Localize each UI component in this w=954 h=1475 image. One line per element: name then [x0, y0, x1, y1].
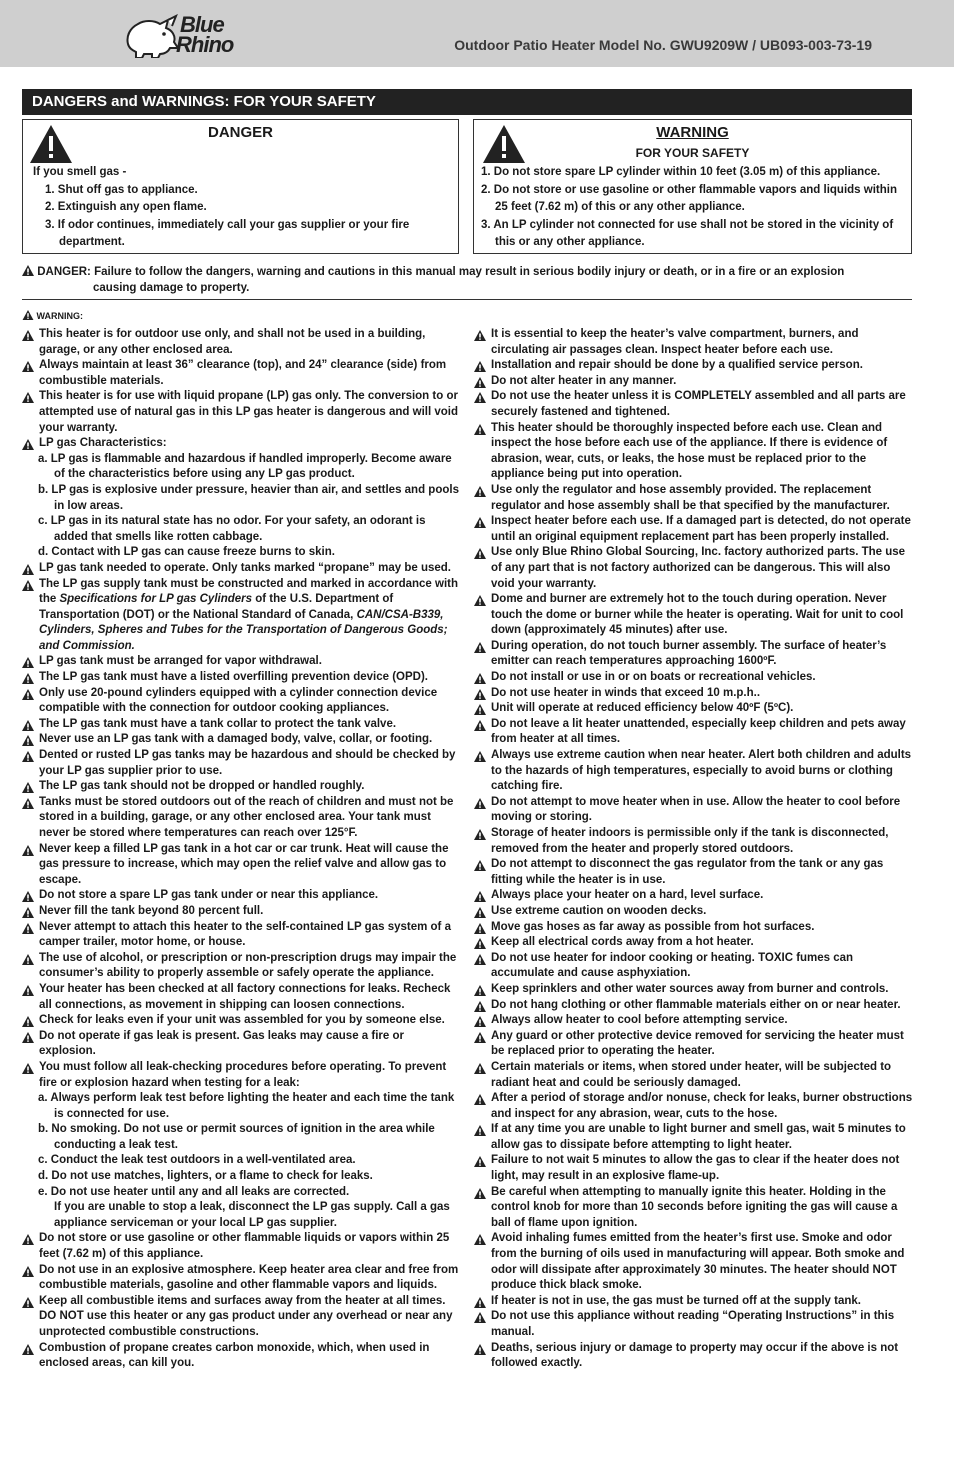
model-number: Outdoor Patio Heater Model No. GWU9209W / UB093-003-73-19 [454, 37, 872, 53]
warning-item [474, 389, 914, 420]
warning-text: Your heater has been checked at all factory connections for leaks. Recheck all connections, as movement in shipping can loosen connections. [39, 982, 451, 1011]
warning-item [22, 1013, 459, 1029]
warning-item [22, 670, 459, 686]
warning-subitem: a. Always perform leak test before lighting the heater and each time the tank is connected for use. [38, 1092, 455, 1120]
warning-text: LP gas Characteristics: [39, 437, 167, 450]
warning-triangle-icon [22, 735, 34, 746]
warning-subitem: a. LP gas is flammable and hazardous if handled improperly. Become aware of the characteristics before using any LP gas product. [38, 452, 452, 481]
warning-item [22, 795, 459, 842]
danger-notice [22, 264, 912, 296]
warning-subitem: e. Do not use heater until any and all leaks are corrected. [38, 1185, 350, 1198]
warning-triangle-icon [22, 1266, 34, 1277]
warning-text: This heater is for outdoor use only, and shall not be used in a building, garage, or any other enclosed area. [39, 328, 426, 356]
warning-item [474, 888, 914, 904]
warning-triangle-icon [474, 377, 486, 388]
warning-item [22, 1341, 459, 1372]
warning-triangle-icon [474, 923, 486, 934]
warning-text: Be careful when attempting to manually ignite this heater. Holding in the control knob for more than 10 seconds before igniting the gas will cause a ball of flame upon ignition. [491, 1185, 898, 1229]
warning-triangle-icon [474, 954, 486, 965]
warning-triangle-icon [22, 782, 34, 793]
warning-text: Any guard or other protective device removed for servicing the heater must be replaced prior to operating the heater. [491, 1029, 904, 1058]
warning-text: Avoid inhaling fumes emitted from the heater’s first use. Smoke and odor from the burning of oils used in manufacturing will appear. Both smoke and odor will dissipate after approximately 30 minutes. The heater should NOT produce thick black smoke. [491, 1232, 905, 1292]
warning-text: Never attempt to attach this heater to the self-contained LP gas system of a camper trailer, motor home, or house. [39, 920, 451, 949]
warning-item [474, 1060, 914, 1091]
warning-triangle-icon [22, 361, 34, 372]
danger-notice-text: Failure to follow the dangers, warning and cautions in this manual may result in serious bodily injury or death, or in a fire or an explosion [94, 266, 845, 278]
warnings-label [22, 310, 83, 321]
warning-text: Use only Blue Rhino Global Sourcing, Inc. factory authorized parts. The use of any part that is not factory authorized can be dangerous. This will also void your warranty. [491, 546, 906, 590]
warning-text: Do not operate if gas leak is present. Gas leaks may cause a fire or explosion. [39, 1029, 404, 1058]
warning-text: Always allow heater to cool before attempting service. [491, 1014, 788, 1027]
warning-text: Tanks must be stored outdoors out of the reach of children and must not be stored in a building, garage, or any other enclosed area. Your tank must never be stored where temperatures can reach over 125°F. [39, 795, 454, 839]
warning-triangle-icon [474, 907, 486, 918]
warning-text-italic: CAN/CSA-B339, Cylinders, Spheres and Tubes for the Transportation of Dangerous Goods; and Commission. [39, 608, 448, 652]
warning-text: The LP gas tank should not be dropped or handled roughly. [39, 780, 365, 793]
warning-text: Do not hang clothing or other flammable materials either on or near heater. [491, 998, 901, 1011]
warning-triangle-icon [474, 860, 486, 871]
warning-triangle-icon [474, 517, 486, 528]
warning-item [22, 779, 459, 795]
warning-item [474, 1309, 914, 1340]
warning-item [22, 951, 459, 982]
warning-triangle-icon [22, 907, 34, 918]
warning-triangle-icon [474, 798, 486, 809]
warning-triangle-icon [474, 595, 486, 606]
warning-triangle-icon [22, 1032, 34, 1043]
warning-item [474, 857, 914, 888]
warning-text: Always use extreme caution when near heater. Alert both children and adults to the hazards of high temperatures, especially to avoid burns or clothing catching fire. [491, 749, 912, 793]
warning-text: Do not alter heater in any manner. [491, 374, 677, 387]
warning-text: Never fill the tank beyond 80 percent full. [39, 904, 264, 917]
warning-text: After a period of storage and/or nonuse, check for leaks, burner obstructions and inspect for any abrasion, wear, cuts to the hose. [491, 1092, 913, 1120]
warning-triangle-icon [474, 1188, 486, 1199]
warning-text: Keep all combustible items and surfaces away from the heater at all times. DO NOT use this heater or any gas product under any overhead or near any unprotected combustible constructions. [39, 1294, 453, 1338]
warning-text: Keep all electrical cords away from a hot heater. [491, 936, 754, 949]
warning-item [22, 654, 459, 670]
warning-text: Do not use in an explosive atmosphere. Keep heater area clear and free from combustible materials, gasoline and other flammable vapors and liquids. [39, 1263, 459, 1292]
warning-text: It is essential to keep the heater’s valve compartment, burners, and circulating air passages clean. Inspect heater before each use. [491, 328, 859, 356]
warning-triangle-icon [22, 310, 34, 320]
warning-text: Do not attempt to disconnect the gas regulator from the tank or any gas fitting while the heater is in use. [491, 858, 884, 886]
warning-triangle-icon [474, 704, 486, 715]
warning-item [22, 717, 459, 733]
warning-triangle-icon [22, 720, 34, 731]
warning-triangle-icon [474, 720, 486, 731]
warning-text: Unit will operate at reduced efficiency below 40ºF (5ºC). [491, 702, 794, 715]
warning-triangle-icon [474, 1344, 486, 1355]
warning-triangle-icon [474, 1063, 486, 1074]
warning-item [474, 826, 914, 857]
warning-item [474, 592, 914, 639]
warning-item [474, 748, 914, 795]
warning-item [474, 1185, 914, 1232]
brand-word-1: Blue [180, 12, 224, 37]
brand-logo [124, 10, 259, 62]
warning-triangle-icon [22, 580, 34, 591]
warning-triangle-icon [22, 1234, 34, 1245]
warning-triangle-icon [22, 330, 34, 341]
danger-notice-text-2: causing damage to property. [93, 282, 250, 294]
warning-triangle-icon [474, 1094, 486, 1105]
warning-triangle-icon [22, 751, 34, 762]
warning-item [474, 1341, 914, 1372]
warning-triangle-icon [22, 954, 34, 965]
warning-triangle-icon [474, 1001, 486, 1012]
warning-item [474, 1029, 914, 1060]
warning-item [474, 421, 914, 483]
warning-triangle-icon [22, 985, 34, 996]
warning-item: 1. Do not store spare LP cylinder within 10 feet (3.05 m) of this appliance. [481, 166, 881, 178]
warning-item [474, 358, 914, 374]
warning-item [474, 1122, 914, 1153]
warning-text: Always maintain at least 36” clearance (top), and 24” clearance (side) from combustible materials. [39, 359, 447, 387]
warning-item [22, 327, 459, 358]
warning-triangle-icon [474, 689, 486, 700]
warning-item [22, 577, 459, 655]
warning-triangle-icon [474, 642, 486, 653]
warning-item [474, 795, 914, 826]
danger-box [22, 119, 459, 254]
warning-triangle-icon [474, 1156, 486, 1167]
warning-text: Storage of heater indoors is permissible only if the tank is disconnected, removed from the heater and properly stored outdoors. [491, 827, 889, 855]
warning-text: LP gas tank needed to operate. Only tanks marked “propane” may be used. [39, 561, 451, 574]
warning-triangle-icon [22, 923, 34, 934]
warning-text: Do not store or use gasoline or other flammable liquids or vapors within 25 feet (7.62 m) of this appliance. [39, 1232, 450, 1261]
warning-item [474, 1091, 914, 1122]
warning-item [22, 1029, 459, 1060]
warning-triangle-icon [22, 265, 34, 276]
warning-item [22, 561, 459, 577]
warning-triangle-icon [474, 361, 486, 372]
warning-text: If heater is not in use, the gas must be turned off at the supply tank. [491, 1294, 861, 1307]
warning-text: During operation, do not touch burner assembly. The surface of heater’s emitter can reach temperatures approaching 1600ºF. [491, 639, 887, 668]
warning-triangle-icon [22, 1063, 34, 1074]
rhino-icon [124, 14, 180, 58]
warning-triangle-icon [22, 891, 34, 902]
warning-item [22, 842, 459, 889]
warning-text: Never keep a filled LP gas tank in a hot car or car trunk. Heat will cause the gas pressure to increase, which may open the relief valve and allow gas to escape. [39, 842, 449, 886]
warning-triangle-icon [474, 829, 486, 840]
warning-triangle-icon [22, 845, 34, 856]
warning-triangle-icon [22, 1297, 34, 1308]
warning-text: The use of alcohol, or prescription or non-prescription drugs may impair the consumer’s ability to properly assemble or safely operate the appliance. [39, 951, 457, 980]
warning-triangle-icon [474, 1125, 486, 1136]
warning-triangle-icon [474, 891, 486, 902]
warning-text: Do not use heater for indoor cooking or heating. TOXIC fumes can accumulate and cause asphyxiation. [491, 951, 854, 980]
warning-text: If at any time you are unable to light burner and smell gas, wait 5 minutes to allow gas to dissipate before attempting to light heater. [491, 1123, 906, 1151]
warning-item [474, 717, 914, 748]
warning-body [481, 164, 909, 252]
warning-subitem: b. LP gas is explosive under pressure, heavier than air, and settles and pools in low areas. [38, 483, 459, 512]
warning-item [22, 920, 459, 951]
warning-text: Do not install or use in or on boats or recreational vehicles. [491, 671, 816, 684]
warning-item [474, 483, 914, 514]
warning-text: Dented or rusted LP gas tanks may be hazardous and should be checked by your LP gas supplier prior to use. [39, 749, 456, 777]
warning-triangle-icon [474, 486, 486, 497]
warning-text: Do not store a spare LP gas tank under or near this appliance. [39, 889, 379, 902]
warning-item [474, 982, 914, 998]
warning-triangle-icon [474, 985, 486, 996]
warning-item [22, 389, 459, 436]
danger-item: 3. If odor continues, immediately call your gas supplier or your fire department. [45, 218, 410, 248]
warning-text: Failure to not wait 5 minutes to allow the gas to clear if the heater does not light, may result in an explosive flame-up. [491, 1154, 900, 1183]
brand-word-2: Rhino [176, 32, 234, 57]
warning-triangle-icon [22, 673, 34, 684]
warning-text: Only use 20-pound cylinders equipped with a cylinder connection device compatible with the connection for outdoor cooking appliances. [39, 686, 438, 715]
warning-triangle-icon [474, 330, 486, 341]
warning-text: of the U.S. Department of Transportation (DOT) or the National Standard of Canada, [39, 593, 394, 621]
warning-item [22, 1231, 459, 1262]
warning-item [22, 982, 459, 1013]
warnings-label-text: WARNING: [36, 311, 84, 321]
warning-triangle-icon [22, 689, 34, 700]
warning-item [22, 1263, 459, 1294]
warning-subitem: c. LP gas in its natural state has no odor. For your safety, an odorant is added that smells like rotten cabbage. [38, 515, 426, 543]
warning-text: Certain materials or items, when stored under heater, will be subjected to radiant heat and could be seriously damaged. [491, 1060, 892, 1089]
warning-subtitle: FOR YOUR SAFETY [635, 146, 750, 160]
danger-item: 2. Extinguish any open flame. [45, 201, 207, 213]
warning-triangle-icon [474, 938, 486, 949]
warning-triangle-icon [474, 1032, 486, 1043]
warning-item [22, 888, 459, 904]
warning-triangle-icon [474, 751, 486, 762]
warning-item [474, 639, 914, 670]
warning-item [22, 436, 459, 452]
warning-item [474, 1153, 914, 1184]
warning-triangle-icon [474, 1297, 486, 1308]
warning-item [474, 701, 914, 717]
warning-item [474, 998, 914, 1014]
warning-text: Installation and repair should be done by a qualified service person. [491, 359, 863, 372]
warning-text: The LP gas supply tank must be constructed and marked in accordance with the [39, 577, 459, 606]
warning-item [474, 545, 914, 592]
warning-text: Do not use heater in winds that exceed 10 m.p.h.. [491, 686, 761, 699]
warning-text: Combustion of propane creates carbon monoxide, which, when used in enclosed areas, can kill you. [39, 1341, 430, 1370]
warning-subitem: c. Conduct the leak test outdoors in a well-ventilated area. [38, 1154, 356, 1167]
warning-triangle-icon [474, 392, 486, 403]
warning-item: 2. Do not store or use gasoline or other flammable vapors and liquids within 25 feet (7.62 m) of this or any other appliance. [481, 183, 897, 213]
divider [22, 299, 912, 300]
warning-text: Do not use the heater unless it is COMPLETELY assembled and all parts are securely fastened and tightened. [491, 390, 906, 418]
warning-text: Dome and burner are extremely hot to the touch during operation. Never touch the dome or burner while the heater is operating. Wait for unit to cool down (approximately 45 minutes) after use. [491, 593, 904, 637]
warning-text: Keep sprinklers and other water sources away from burner and controls. [491, 982, 889, 995]
section-title: DANGERS and WARNINGS: FOR YOUR SAFETY [22, 89, 912, 115]
warning-text: Do not attempt to move heater when in use. Allow the heater to cool before moving or storing. [491, 795, 901, 824]
warning-triangle-icon [474, 548, 486, 559]
warning-item [474, 1013, 914, 1029]
warning-triangle-icon [22, 657, 34, 668]
warning-text: Move gas hoses as far away as possible from hot surfaces. [491, 920, 815, 933]
warning-item [474, 920, 914, 936]
warning-text: Check for leaks even if your unit was assembled for you by someone else. [39, 1014, 445, 1027]
warning-subitem: d. Do not use matches, lighters, or a flame to check for leaks. [38, 1170, 373, 1183]
warning-subitem: d. Contact with LP gas can cause freeze burns to skin. [38, 546, 335, 559]
warning-text: This heater should be thoroughly inspected before each use. Clean and inspect the hose before each use of the appliance. If there is evidence of abrasion, wear, cuts, or leaks, the hose must be replaced prior to the appliance being put into operation. [491, 421, 888, 481]
warning-text: Deaths, serious injury or damage to property may occur if the above is not followed exactly. [491, 1341, 899, 1370]
warning-triangle-icon [22, 564, 34, 575]
warning-subitem: If you are unable to stop a leak, disconnect the LP gas supply. Call a gas appliance serviceman or your local LP gas supplier. [54, 1201, 450, 1229]
warning-triangle-icon [474, 1312, 486, 1323]
warning-item [474, 670, 914, 686]
warning-triangle-icon [474, 1234, 486, 1245]
warning-item [474, 904, 914, 920]
warning-subitem: b. No smoking. Do not use or permit sources of ignition in the area while conducting a leak test. [38, 1123, 435, 1151]
warning-text: LP gas tank must be arranged for vapor withdrawal. [39, 655, 322, 668]
warning-text: Inspect heater before each use. If a damaged part is detected, do not operate until an original equipment replacement part has been properly installed. [491, 515, 911, 543]
warning-item [22, 904, 459, 920]
warning-triangle-icon [474, 673, 486, 684]
danger-title: DANGER [207, 124, 273, 141]
warnings-right-column [474, 327, 914, 1372]
warning-item: 3. An LP cylinder not connected for use shall not be stored in the vicinity of this or any other appliance. [481, 218, 894, 248]
warning-triangle-icon [474, 1016, 486, 1027]
warning-text: Do not use this appliance without reading “Operating Instructions” in this manual. [491, 1310, 895, 1338]
warning-triangle-icon [22, 1344, 34, 1355]
warning-item [22, 732, 459, 748]
warning-item [474, 514, 914, 545]
warning-item [474, 1231, 914, 1293]
warning-item [474, 951, 914, 982]
warning-box [473, 119, 912, 254]
warning-item [22, 1060, 459, 1091]
warning-item [474, 686, 914, 702]
warning-text: Do not leave a lit heater unattended, especially keep children and pets away from heater at all times. [491, 717, 906, 746]
warning-text: Use only the regulator and hose assembly provided. The replacement regulator and hose assembly shall be that specified by the manufacturer. [491, 483, 890, 512]
warning-item [474, 327, 914, 358]
warning-triangle-icon [22, 392, 34, 403]
warning-text: This heater is for use with liquid propane (LP) gas only. The conversion to or attempted use of natural gas in this LP gas heater is dangerous and will void your warranty. [39, 390, 458, 434]
warning-item [22, 748, 459, 779]
warning-item [22, 358, 459, 389]
warning-text: Use extreme caution on wooden decks. [491, 904, 707, 917]
warning-title: WARNING [656, 124, 729, 141]
warning-triangle-icon [22, 439, 34, 450]
danger-body [33, 164, 448, 252]
warning-item [22, 686, 459, 717]
warning-item [474, 1294, 914, 1310]
warning-text: Always place your heater on a hard, level surface. [491, 889, 764, 902]
warning-triangle-icon [474, 424, 486, 435]
warning-item [474, 935, 914, 951]
warning-text: You must follow all leak-checking procedures before operating. To prevent fire or explosion hazard when testing for a leak: [39, 1060, 447, 1089]
warning-text: The LP gas tank must have a listed overfilling prevention device (OPD). [39, 671, 428, 684]
warning-triangle-icon [22, 1016, 34, 1027]
warning-triangle-icon [22, 798, 34, 809]
danger-item: 1. Shut off gas to appliance. [45, 183, 198, 196]
warnings-left-column [22, 327, 459, 1372]
danger-notice-label: DANGER: [37, 266, 91, 278]
danger-intro: If you smell gas - [33, 166, 127, 178]
warning-text: The LP gas tank must have a tank collar to protect the tank valve. [39, 717, 397, 730]
warning-text-italic: Specifications for LP gas Cylinders [59, 593, 253, 606]
warning-item [22, 1294, 459, 1341]
warning-item [474, 374, 914, 390]
warning-text: Never use an LP gas tank with a damaged body, valve, collar, or footing. [39, 733, 433, 746]
header-bar [0, 0, 954, 67]
